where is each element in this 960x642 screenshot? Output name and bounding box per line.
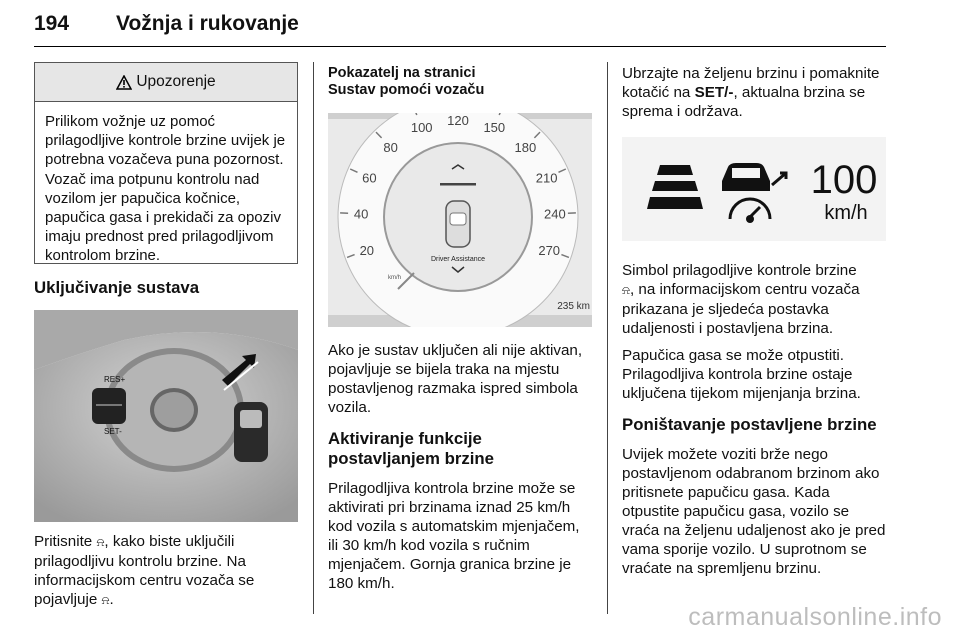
- speed-tick-label: 80: [383, 140, 398, 156]
- paragraph: Pritisnite ⍾, kako biste uključili prilagodljivu kontrolu brzine. Na informacijskom centru vozača se pojavljuje ⍾.: [34, 533, 255, 608]
- page-number: 194: [34, 12, 70, 35]
- warning-triangle-icon: [116, 75, 132, 90]
- speedometer-image: [328, 113, 592, 327]
- paragraph: Ako je sustav uključen ali nije aktivan, pojavljuje se bijela traka na mjestu postavljenog razmaka ispred simbola vozila.: [328, 342, 583, 416]
- cruise-display-figure: [622, 137, 886, 241]
- warning-header: [35, 63, 297, 102]
- watermark: carmanualsonline.info: [688, 603, 942, 631]
- speed-tick-label: 120: [447, 113, 469, 128]
- column-right: [622, 62, 886, 578]
- warning-title: Upozorenje: [136, 73, 216, 90]
- page-header: [34, 6, 886, 47]
- odometer-readout: 235 km: [557, 301, 590, 312]
- section-heading: Uključivanje sustava: [34, 278, 200, 297]
- gauge-figure: [328, 113, 592, 327]
- speed-tick-label: 40: [353, 206, 369, 222]
- section-heading: Poništavanje postavljene brzine: [622, 415, 877, 434]
- steering-wheel-figure: [34, 310, 298, 522]
- following-distance-bars-icon: [647, 165, 703, 209]
- speed-tick-label: 20: [359, 243, 375, 259]
- column-divider: [607, 62, 608, 614]
- subheading: Sustav pomoći vozaču: [328, 82, 485, 98]
- paragraph: Prilagodljiva kontrola brzine može se aktivirati pri brzinama iznad 25 km/h kod vozila s automatskim mjenjačem, ili 30 km/h kod vozila s ručnim mjenjačem. Gornja granica brzine je 180 km/h.: [328, 480, 580, 592]
- speed-tick-label: 210: [535, 170, 558, 186]
- res-label: RES+: [104, 375, 126, 384]
- set-label: SET-: [104, 427, 122, 436]
- column-middle: [328, 62, 592, 593]
- column-left: [34, 62, 298, 610]
- set-speed-unit: km/h: [824, 202, 868, 224]
- subheading: Pokazatelj na stranici: [328, 65, 476, 81]
- speed-tick-label: 100: [410, 120, 433, 136]
- speed-tick-label: 240: [544, 206, 566, 222]
- steering-wheel-image: [34, 310, 298, 522]
- speed-tick-label: 150: [483, 120, 506, 136]
- adaptive-cruise-car-icon: [722, 163, 786, 223]
- speed-tick-label: 180: [514, 140, 537, 156]
- speed-tick-label: 60: [362, 170, 377, 186]
- set-keyword: SET/-: [694, 84, 734, 101]
- adaptive-cruise-icon: ⍾: [622, 283, 630, 297]
- paragraph: Ubrzajte na željenu brzinu i pomaknite kotačić na SET/-, aktualna brzina se sprema i održava.: [622, 65, 880, 120]
- paragraph: Papučica gasa se može otpustiti. Prilagodljiva kontrola brzine ostaje uključena tijekom mijenjanja brzina.: [622, 347, 861, 402]
- unit-label: km/h: [388, 275, 402, 281]
- paragraph: Uvijek možete voziti brže nego postavljenom odabranom brzinom ako pritisnete papučicu gasa. Kada otpustite papučicu gasa, vozilo se vraća na željenu udaljenost ako je pred vama sporije vozilo. U suprotnom se vraćate na spremljenu brzinu.: [622, 446, 886, 577]
- paragraph: Simbol prilagodljive kontrole brzine ⍾, na informacijskom centru vozača prikazana je sljedeća postavka udaljenosti i postavljena brzina.: [622, 262, 860, 337]
- set-speed-value: 100: [810, 158, 878, 202]
- speed-tick-label: 270: [538, 243, 561, 259]
- section-heading: Aktiviranje funkcije postavljanjem brzine: [328, 429, 494, 468]
- driver-assistance-label: Driver Assistance: [430, 256, 486, 263]
- column-divider: [313, 62, 314, 614]
- cruise-control-icon: ⍾: [96, 535, 105, 549]
- warning-box: [34, 62, 298, 264]
- adaptive-cruise-icon: ⍾: [101, 593, 110, 607]
- cruise-display-image: [622, 137, 886, 241]
- page-title: Vožnja i rukovanje: [116, 12, 299, 35]
- warning-text: Prilikom vožnje uz pomoć prilagodljive kontrole brzine uvijek je potrebna vozačeva puna pozornost. Vozač ima potpunu kontrolu nad vozilom jer papučica kočnice, papučica gasa i prekidači za opoziv imaju prednost pred prilagodljivom kontrolom brzine.: [45, 113, 286, 265]
